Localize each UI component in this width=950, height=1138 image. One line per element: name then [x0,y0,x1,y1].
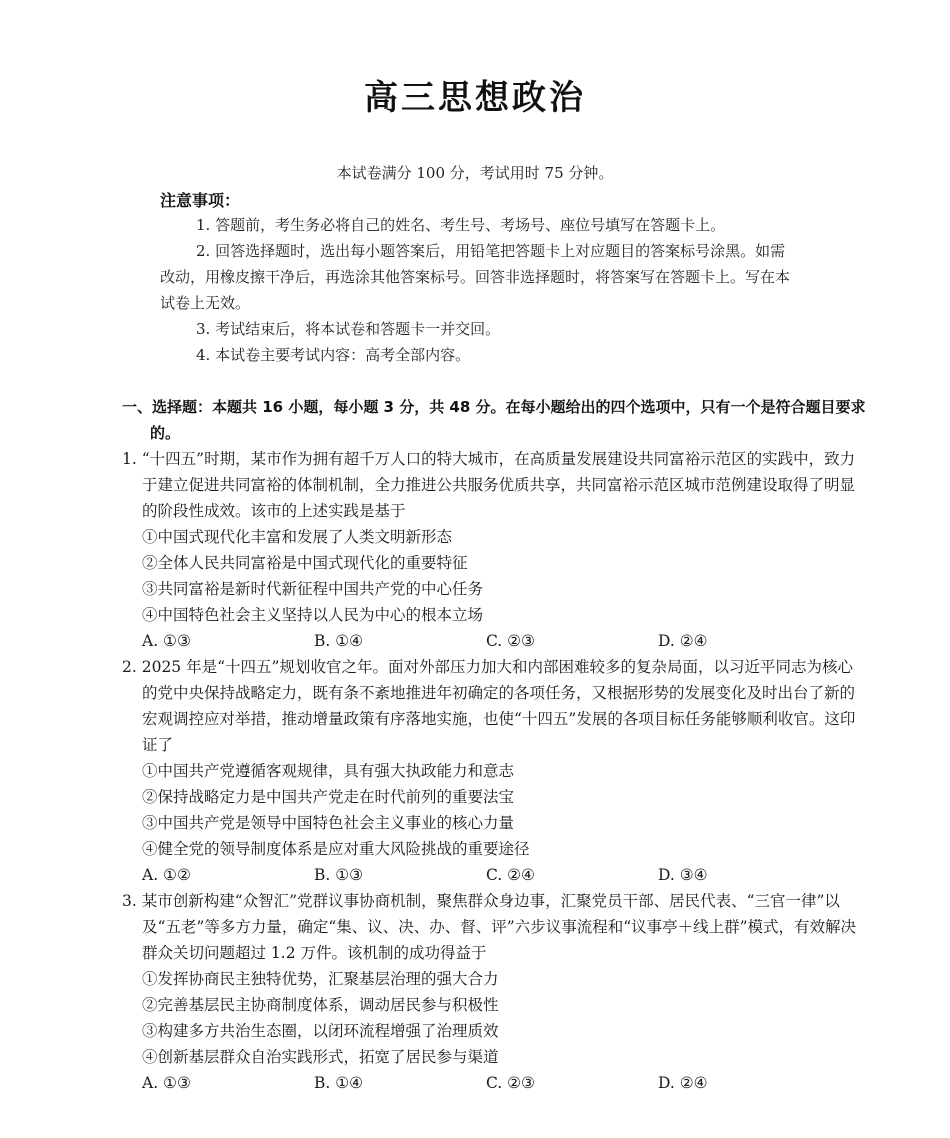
statement: ③共同富裕是新时代新征程中国共产党的中心任务 [142,580,484,598]
option-d: D. ②④ [658,1074,708,1092]
option-b: B. ①④ [314,1074,364,1092]
statement: ③构建多方共治生态圈，以闭环流程增强了治理质效 [142,1022,499,1040]
question-stem: 2. 2025 年是“十四五”规划收官之年。面对外部压力加大和内部困难较多的复杂局面，以习近平同志为核心的党中央保持战略定力，既有条不紊地推进年初确定的各项任务，又根据形势的发展变化及时出台了新的宏观调控应对举措，推动增量政策有序落地实施，也使“十四五”发展的各项目标任务能够顺利收官。这印证了 [122,658,856,754]
answer-options [142,1070,842,1096]
option-b: B. ①④ [314,632,364,650]
answer-options [142,862,842,888]
notice-item-4: 4. 本试卷主要考试内容：高考全部内容。 [196,346,471,364]
option-a: A. ①② [142,866,191,884]
statement: ①中国式现代化丰富和发展了人类文明新形态 [142,528,453,546]
exam-info: 本试卷满分 100 分，考试用时 75 分钟。 [336,164,614,182]
answer-options [142,628,842,654]
notice-item-3: 3. 考试结束后，将本试卷和答题卡一并交回。 [196,320,501,338]
statement: ④创新基层群众自治实践形式，拓宽了居民参与渠道 [142,1048,499,1066]
page-title: 高三思想政治 [364,78,586,118]
option-c: C. ②④ [486,866,535,884]
option-c: C. ②③ [486,632,535,650]
notice-item-1: 1. 答题前，考生务必将自己的姓名、考生号、考场号、座位号填写在答题卡上。 [196,216,726,234]
option-a: A. ①③ [142,632,191,650]
statement: ②全体人民共同富裕是中国式现代化的重要特征 [142,554,468,572]
option-a: A. ①③ [142,1074,191,1092]
notice-heading: 注意事项： [160,191,241,210]
question-stem: 3. 某市创新构建“众智汇”党群议事协商机制，聚焦群众身边事，汇聚党员干部、居民代表、“三官一律”以及“五老”等多方力量，确定“集、议、决、办、督、评”六步议事流程和“议事亭＋线上群”模式，有效解决群众关切问题超过 1.2 万件。该机制的成功得益于 [122,892,857,962]
notice-item-2: 2. 回答选择题时，选出每小题答案后，用铅笔把答题卡上对应题目的答案标号涂黑。如需改动，用橡皮擦干净后，再选涂其他答案标号。回答非选择题时，将答案写在答题卡上。写在本试卷上无效。 [160,242,791,312]
question-stem: 1. “十四五”时期，某市作为拥有超千万人口的特大城市，在高质量发展建设共同富裕示范区的实践中，致力于建立促进共同富裕的体制机制，全力推进公共服务优质共享，共同富裕示范区城市范例建设取得了明显的阶段性成效。该市的上述实践是基于 [122,450,856,520]
statement: ④中国特色社会主义坚持以人民为中心的根本立场 [142,606,484,624]
statement: ③中国共产党是领导中国特色社会主义事业的核心力量 [142,814,515,832]
section-heading: 一、选择题：本题共 16 小题，每小题 3 分，共 48 分。在每小题给出的四个选项中，只有一个是符合题目要求的。 [122,398,866,442]
statement: ①发挥协商民主独特优势，汇聚基层治理的强大合力 [142,970,499,988]
option-b: B. ①③ [314,866,364,884]
statement: ②保持战略定力是中国共产党走在时代前列的重要法宝 [142,788,515,806]
option-d: D. ③④ [658,866,708,884]
statement: ②完善基层民主协商制度体系，调动居民参与积极性 [142,996,499,1014]
statement: ①中国共产党遵循客观规律，具有强大执政能力和意志 [142,762,515,780]
option-d: D. ②④ [658,632,708,650]
statement: ④健全党的领导制度体系是应对重大风险挑战的重要途径 [142,840,530,858]
option-c: C. ②③ [486,1074,535,1092]
